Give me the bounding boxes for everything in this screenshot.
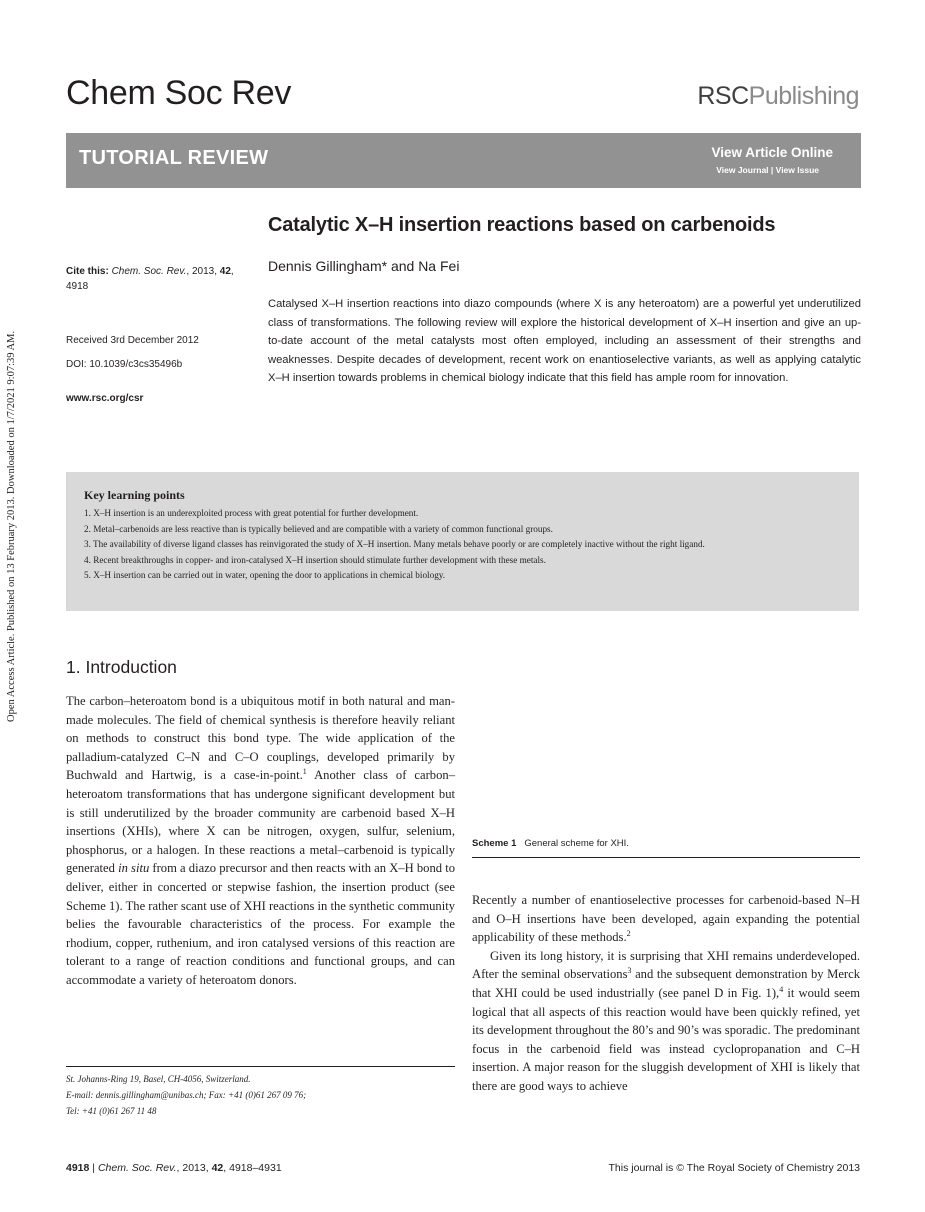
footnote-email[interactable]: E-mail: dennis.gillingham@unibas.ch; Fax: +41 (0)61 267 09 76;: [66, 1090, 307, 1100]
cite-volume: 42: [219, 266, 231, 277]
abstract: Catalysed X–H insertion reactions into diazo compounds (where X is any heteroatom) are a powerful yet underutilized class of transformations. The following review will explore the historical development of X–H insertion and give an up-to-date account of the metal catalysts most often employed, including an assessment of their strengths and weaknesses. Despite decades of development, recent work on enantioselective variants, as well as applying catalytic X–H insertion towards problems in chemical biology indicate that this field has ample room for innovation.: [268, 298, 861, 385]
publisher-rsc: RSC: [697, 82, 749, 110]
page-footer-copyright: This journal is © The Royal Society of Chemistry 2013: [608, 1162, 860, 1174]
page-footer-citation: [66, 1162, 282, 1174]
cite-page: , 4918: [66, 266, 234, 292]
footnote-tel: Tel: +41 (0)61 267 11 48: [66, 1106, 157, 1116]
key-point: 1. X–H insertion is an underexploited process with great potential for further development.: [84, 508, 419, 518]
article-type-label: TUTORIAL REVIEW: [79, 147, 269, 169]
publisher-word: Publishing: [748, 82, 859, 110]
text-run: from a diazo precursor and then reacts with an X–H bond to deliver, either in concerted or stepwise fashion, the insertion product (see Scheme 1). The rather scant use of XHI reactions in the synthetic community belies the favourable characteristics of the process. For example the rhodium, copper, ruthenium, and iron catalysed versions of this reaction are tolerant to a range of reaction conditions and functional groups, and can accommodate a variety of heteroatom donors.: [66, 861, 456, 987]
journal-title: Chem Soc Rev: [66, 74, 292, 112]
key-learning-points-title: Key learning points: [84, 488, 185, 502]
text-run-italic: in situ: [118, 861, 150, 876]
cite-year: , 2013,: [186, 266, 217, 277]
key-point: 2. Metal–carbenoids are less reactive than is typically believed and are compatible with a variety of common functional groups.: [84, 523, 553, 534]
link-separator: |: [770, 165, 774, 175]
view-article-online-link[interactable]: View Article Online: [711, 145, 833, 160]
scheme-caption-text: General scheme for XHI.: [524, 838, 629, 849]
view-links: [716, 165, 819, 175]
cite-this: [66, 264, 256, 294]
open-access-side-note: Open Access Article. Published on 13 February 2013. Downloaded on 1/7/2021 9:07:39 AM.: [6, 330, 17, 722]
footnote-divider: [66, 1066, 455, 1067]
received-date: Received 3rd December 2012: [66, 335, 199, 346]
text-run: and the subsequent demonstration by Merck that XHI could be used industrially (see panel D in Fig. 1),: [472, 967, 861, 1000]
text-run: The carbon–heteroatom bond is a ubiquitous motif in both natural and man-made molecules. The field of chemical synthesis is therefore heavily reliant on methods to construct this bond type. The wide application of the palladium-catalyzed C–N and C–O couplings, developed primarily by Buchwald and Hartwig, is a case-in-point.: [66, 694, 455, 783]
body-right-column: [472, 891, 860, 1096]
view-journal-link[interactable]: View Journal: [716, 165, 769, 175]
scheme-label: Scheme 1: [472, 838, 517, 849]
key-point: 5. X–H insertion can be carried out in water, opening the door to applications in chemical biology.: [84, 570, 446, 580]
reference-4[interactable]: 4: [779, 984, 784, 994]
text-run: it would seem logical that all aspects of this reaction would have been quickly refined, yet its development throughout the 80’s and 90’s was sporadic. The predominant focus in the carbenoid field was instead cyclopropanation and C–H insertion. A major reason for the sluggish development of XHI is likely that there are good ways to achieve: [472, 985, 860, 1093]
footer-pages: , 4918–4931: [223, 1162, 282, 1174]
journal-website-link[interactable]: www.rsc.org/csr: [66, 393, 144, 404]
text-run: Another class of carbon–heteroatom transformations that has undergone significant development but is still underutilized by the broader community are carbenoid based X–H insertions (XHIs), where X can be nitrogen, oxygen, sulfur, selenium, phosphorus, or a halogen. In these reactions a metal–carbenoid is typically generated: [66, 768, 455, 876]
scheme-1-caption: [472, 838, 860, 858]
cite-label: Cite this:: [66, 266, 109, 277]
scheme-1-figure: [472, 690, 860, 830]
footer-volume: 42: [211, 1162, 224, 1174]
reference-1[interactable]: 1: [302, 767, 307, 777]
footer-journal: Chem. Soc. Rev.: [97, 1162, 177, 1174]
article-title: Catalytic X–H insertion reactions based on carbenoids: [268, 214, 776, 236]
footer-year: , 2013,: [176, 1162, 209, 1174]
key-learning-points-box: [66, 472, 859, 611]
text-run: Recently a number of enantioselective processes for carbenoid-based N–H and O–H insertions have been developed, again expanding the potential applicability of these methods.: [472, 893, 860, 945]
introduction-heading: 1. Introduction: [66, 657, 177, 677]
intro-paragraph-3: [472, 947, 860, 1096]
intro-paragraph-1: [66, 692, 455, 990]
footnote-address: St. Johanns-Ring 19, Basel, CH-4056, Switzerland.: [66, 1074, 251, 1084]
view-issue-link[interactable]: View Issue: [775, 165, 819, 175]
footer-separator: |: [92, 1162, 96, 1174]
intro-paragraph-2: [472, 891, 860, 947]
doi[interactable]: DOI: 10.1039/c3cs35496b: [66, 359, 183, 370]
reference-3[interactable]: 3: [627, 966, 632, 976]
body-left-column: [66, 692, 455, 990]
text-run: Given its long history, it is surprising that XHI remains underdeveloped. After the seminal observations: [472, 948, 860, 982]
cite-journal: Chem. Soc. Rev.: [111, 266, 187, 277]
key-point: 4. Recent breakthroughs in copper- and iron-catalysed X–H insertion should stimulate further development with these metals.: [84, 554, 546, 565]
page-number: 4918: [66, 1162, 90, 1174]
article-type-banner: [66, 133, 861, 188]
key-point: 3. The availability of diverse ligand classes has reinvigorated the study of X–H insertion. Many metals behave poorly or are completely inactive without the right ligand.: [84, 539, 705, 549]
author-footnotes: [66, 1071, 455, 1119]
key-learning-points-list: [84, 506, 841, 584]
reference-2[interactable]: 2: [626, 929, 631, 938]
publisher-logo: [697, 82, 859, 111]
article-authors: Dennis Gillingham* and Na Fei: [268, 258, 460, 274]
